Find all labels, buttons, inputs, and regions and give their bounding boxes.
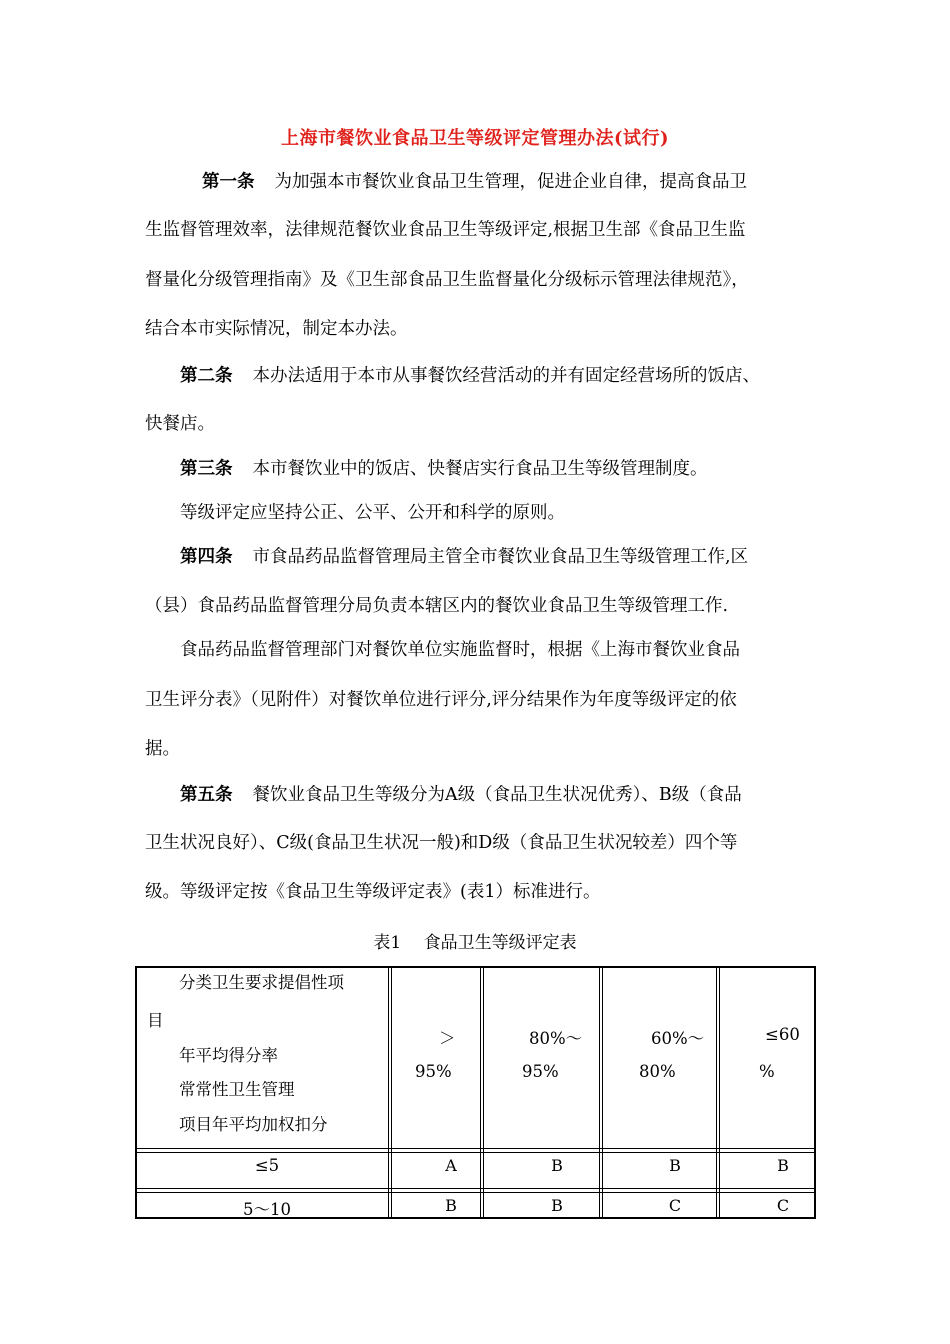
header-row-label: 分类卫生要求提倡性项	[179, 973, 344, 992]
row-1-cell-1: A	[445, 1156, 457, 1175]
article-2-line-2: 快餐店。	[145, 414, 215, 434]
table-rule	[137, 1192, 814, 1193]
column-header-2-line-1: 80%～	[529, 1029, 583, 1048]
article-4-line-3: 食品药品监督管理部门对餐饮单位实施监督时，根据《上海市餐饮业食品	[180, 640, 740, 660]
table-caption: 表1 食品卫生等级评定表	[373, 933, 577, 953]
article-1-line-3: 督量化分级管理指南》及《卫生部食品卫生监督量化分级标示管理法律规范》，	[145, 270, 749, 290]
row-1-cell-3: B	[669, 1156, 681, 1175]
article-5-line-1: 第五条 餐饮业食品卫生等级分为A级（食品卫生状况优秀）、B级（食品	[180, 785, 742, 805]
header-col-label: 年平均得分率	[179, 1046, 278, 1065]
grade-table	[135, 966, 816, 1219]
page-title: 上海市餐饮业食品卫生等级评定管理办法(试行)	[280, 128, 670, 149]
table-col-rule	[599, 968, 600, 1217]
table-col-rule	[716, 968, 717, 1217]
column-header-1-line-2: 95%	[415, 1062, 452, 1081]
article-2-line-1: 第二条 本办法适用于本市从事餐饮经营活动的并有固定经营场所的饭店、	[180, 366, 760, 386]
header-row-label: 目	[147, 1011, 164, 1030]
article-1-line-1: 第一条 为加强本市餐饮业食品卫生管理，促进企业自律，提高食品卫	[202, 172, 747, 192]
column-header-4-line-2: %	[759, 1062, 775, 1081]
article-1-label: 第一条	[202, 172, 255, 192]
article-1-line-2: 生监督管理效率，法律规范餐饮业食品卫生等级评定,根据卫生部《食品卫生监	[145, 220, 746, 240]
article-5-line-2: 卫生状况良好）、C级(食品卫生状况一般)和D级（食品卫生状况较差）四个等	[145, 833, 738, 853]
row-2-cell-3: C	[668, 1196, 682, 1215]
table-rule	[137, 1152, 814, 1153]
table-col-rule	[391, 968, 392, 1217]
row-2-cell-1: B	[445, 1196, 457, 1215]
article-4-line-5: 据。	[145, 739, 180, 759]
article-3-line-1: 第三条 本市餐饮业中的饭店、快餐店实行食品卫生等级管理制度。	[180, 459, 708, 479]
header-col-label: 项目年平均加权扣分	[179, 1115, 328, 1134]
article-4-line-2: （县）食品药品监督管理分局负责本辖区内的餐饮业食品卫生等级管理工作.	[145, 596, 729, 616]
row-1-cell-4: B	[777, 1156, 789, 1175]
table-col-rule	[483, 968, 484, 1217]
table-col-rule	[719, 968, 720, 1217]
row-1-label: ≤5	[254, 1156, 280, 1175]
table-rule	[137, 1148, 814, 1149]
article-3-line-2: 等级评定应坚持公正、公平、公开和科学的原则。	[180, 503, 565, 523]
article-2-label: 第二条	[180, 366, 233, 386]
table-col-rule	[388, 968, 389, 1217]
header-col-label: 常常性卫生管理	[179, 1080, 295, 1099]
column-header-3-line-1: 60%～	[651, 1029, 705, 1048]
column-header-4-line-1: ≤60	[765, 1025, 800, 1044]
article-5-line-3: 级。等级评定按《食品卫生等级评定表》(表1）标准进行。	[145, 882, 601, 902]
row-2-cell-2: B	[551, 1196, 563, 1215]
row-2-cell-4: C	[776, 1196, 790, 1215]
row-1-cell-2: B	[551, 1156, 563, 1175]
table-rule	[137, 1188, 814, 1189]
table-col-rule	[480, 968, 481, 1217]
article-4-line-4: 卫生评分表》（见附件）对餐饮单位进行评分,评分结果作为年度等级评定的依	[145, 690, 737, 710]
article-4-label: 第四条	[180, 547, 233, 567]
column-header-3-line-2: 80%	[639, 1062, 676, 1081]
table-col-rule	[602, 968, 603, 1217]
article-3-label: 第三条	[180, 459, 233, 479]
article-5-label: 第五条	[180, 785, 233, 805]
row-2-label: 5～10	[243, 1200, 291, 1219]
article-1-line-4: 结合本市实际情况，制定本办法。	[145, 319, 408, 339]
column-header-1-line-1: ＞	[439, 1029, 456, 1048]
column-header-2-line-2: 95%	[522, 1062, 559, 1081]
article-4-line-1: 第四条 市食品药品监督管理局主管全市餐饮业食品卫生等级管理工作,区	[180, 547, 749, 567]
